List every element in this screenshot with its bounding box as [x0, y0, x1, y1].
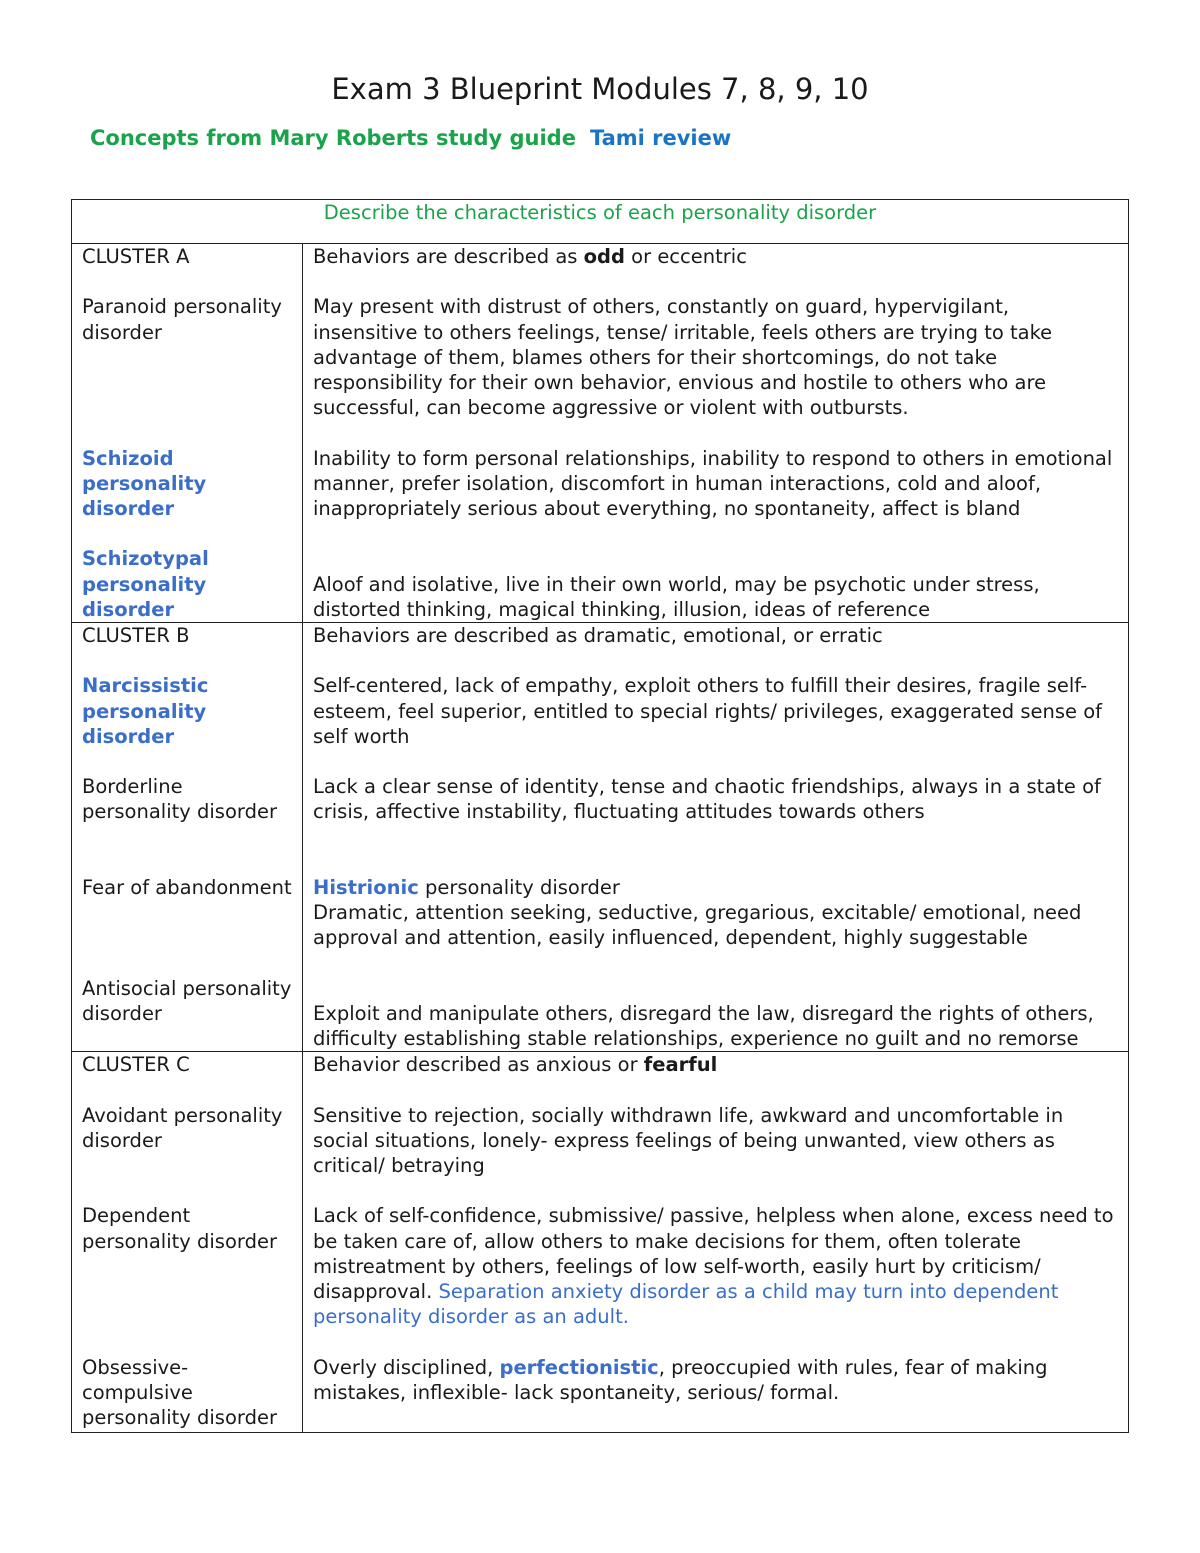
- subtitle: [90, 126, 731, 150]
- subtitle-source: Concepts from Mary Roberts study guide: [90, 126, 576, 150]
- cluster-c-label: CLUSTER C: [82, 1053, 190, 1077]
- borderline-name: Borderline personality disorder: [82, 775, 277, 824]
- cluster-b-names: [72, 622, 303, 1051]
- page-title: Exam 3 Blueprint Modules 7, 8, 9, 10: [331, 72, 869, 106]
- personality-disorder-table: [71, 199, 1129, 1433]
- histrionic-name: Histrionic personality disorder: [313, 875, 620, 899]
- schizoid-name: Schizoid personality disorder: [82, 446, 207, 520]
- cluster-b-label: CLUSTER B: [82, 623, 190, 647]
- table-row: [72, 244, 1129, 623]
- table-row: [72, 1052, 1129, 1433]
- narcissistic-desc: Self-centered, lack of empathy, exploit others to fulfill their desires, fragile self-esteem, feel superior, entitled to special rights/ privileges, exaggerated sense of self worth: [313, 674, 1103, 748]
- table-row: [72, 622, 1129, 1051]
- schizoid-desc: Inability to form personal relationships, inability to respond to others in emotional manner, prefer isolation, discomfort in human interactions, cold and aloof, inappropriately serious about everything, no spontaneity, affect is bland: [313, 446, 1113, 520]
- antisocial-name: Antisocial personality disorder: [82, 976, 292, 1025]
- cluster-c-names: [72, 1052, 303, 1433]
- dependent-desc: Lack of self-confidence, submissive/ passive, helpless when alone, excess need to be taken care of, allow others to make decisions for them, often tolerate mistreatment by others, feelings of low self-worth, easily hurt by criticism/ disapproval. Separation anxiety disorder as a child may turn into dependent personality disorder as an adult.: [313, 1204, 1114, 1329]
- subtitle-review: Tami review: [589, 126, 732, 150]
- cluster-c-desc: Behavior described as anxious or fearful: [313, 1053, 718, 1077]
- ocpd-desc: Overly disciplined, perfectionistic, preoccupied with rules, fear of making mistakes, inflexible- lack spontaneity, serious/ formal.: [313, 1355, 1048, 1404]
- cluster-a-names: [72, 244, 303, 623]
- schizotypal-name: Schizotypal personality disorder: [82, 547, 209, 621]
- antisocial-desc: Exploit and manipulate others, disregard the law, disregard the rights of others, difficulty establishing stable relationships, experience no guilt and no remorse: [313, 1001, 1094, 1051]
- table-header: Describe the characteristics of each personality disorder: [72, 200, 1129, 244]
- cluster-a-descriptions: [303, 244, 1129, 623]
- cluster-b-desc: Behaviors are described as dramatic, emotional, or erratic: [313, 623, 883, 647]
- schizotypal-desc: Aloof and isolative, live in their own world, may be psychotic under stress, distorted thinking, magical thinking, illusion, ideas of reference: [313, 572, 1040, 621]
- borderline-desc: Lack a clear sense of identity, tense and chaotic friendships, always in a state of crisis, affective instability, fluctuating attitudes towards others: [313, 775, 1101, 824]
- histrionic-desc: Dramatic, attention seeking, seductive, gregarious, excitable/ emotional, need approval and attention, easily influenced, dependent, highly suggestable: [313, 901, 1082, 950]
- ocpd-name: Obsessive-compulsive personality disorder: [82, 1355, 277, 1430]
- cluster-b-descriptions: [303, 622, 1129, 1051]
- dependent-note: Separation anxiety disorder as a child may turn into dependent personality disorder as an adult.: [313, 1280, 1059, 1329]
- avoidant-name: Avoidant personality disorder: [82, 1103, 283, 1152]
- fear-of-abandonment-label: Fear of abandonment: [82, 875, 292, 899]
- cluster-a-desc: Behaviors are described as odd or eccentric: [313, 245, 747, 268]
- paranoid-name: Paranoid personality disorder: [82, 295, 282, 344]
- paranoid-desc: May present with distrust of others, constantly on guard, hypervigilant, insensitive to others feelings, tense/ irritable, feels others are trying to take advantage of them, blames others for their shortcomings, do not take responsibility for their own behavior, envious and hostile to others who are successful, can become aggressive or violent with outbursts.: [313, 295, 1053, 420]
- dependent-name: Dependent personality disorder: [82, 1204, 277, 1253]
- table-header-row: [72, 200, 1129, 244]
- cluster-c-descriptions: [303, 1052, 1129, 1433]
- avoidant-desc: Sensitive to rejection, socially withdrawn life, awkward and uncomfortable in social situations, lonely- express feelings of being unwanted, view others as critical/ betraying: [313, 1103, 1064, 1178]
- cluster-a-label: CLUSTER A: [82, 245, 190, 268]
- narcissistic-name: Narcissistic personality disorder: [82, 674, 209, 748]
